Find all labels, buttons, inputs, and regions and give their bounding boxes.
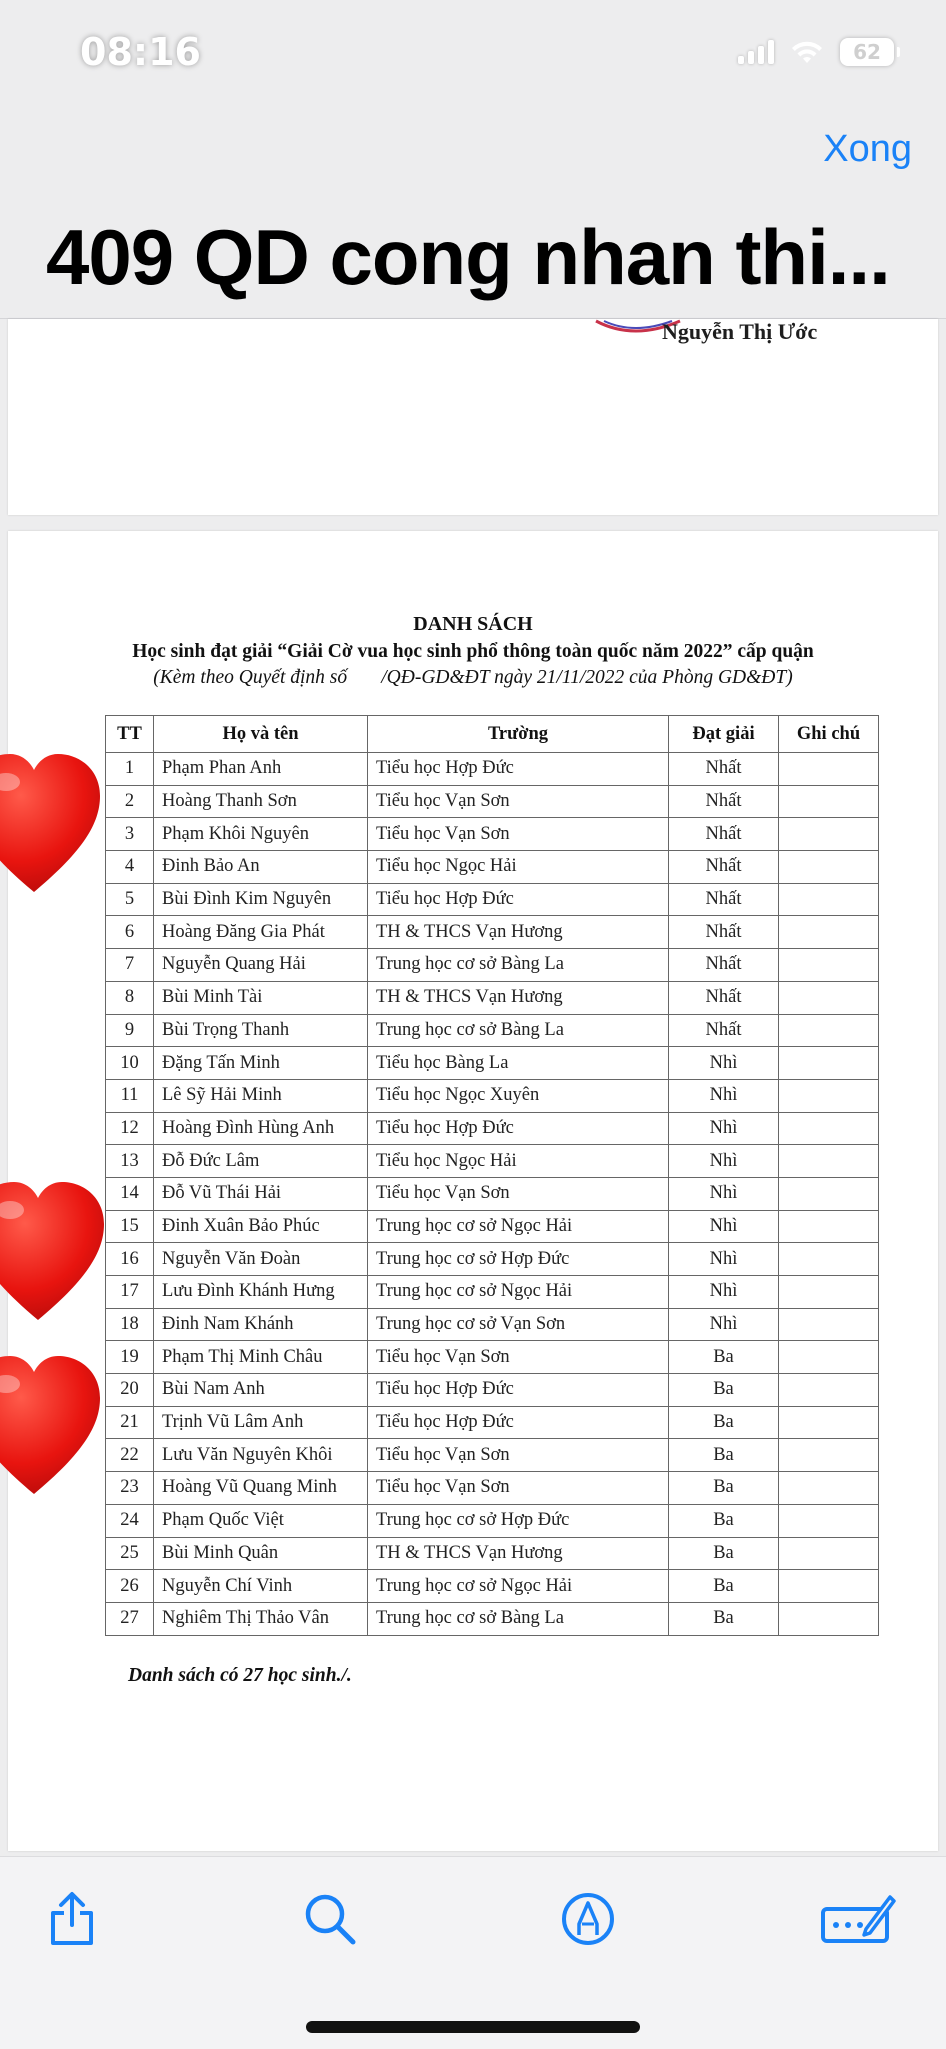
row-number: 6 xyxy=(106,916,154,949)
row-number: 16 xyxy=(106,1243,154,1276)
award-level: Nhì xyxy=(669,1308,779,1341)
status-bar xyxy=(0,0,946,100)
award-level: Ba xyxy=(669,1374,779,1407)
school-name: Tiểu học Hợp Đức xyxy=(368,753,669,786)
row-number: 19 xyxy=(106,1341,154,1374)
award-level: Ba xyxy=(669,1406,779,1439)
student-name: Đinh Xuân Bảo Phúc xyxy=(154,1210,368,1243)
heart-icon xyxy=(0,752,102,898)
student-name: Đinh Bảo An xyxy=(154,851,368,884)
table-row xyxy=(106,1145,879,1178)
note-cell xyxy=(779,916,879,949)
home-indicator[interactable] xyxy=(306,2021,640,2033)
row-number: 14 xyxy=(106,1177,154,1210)
school-name: Trung học cơ sở Bàng La xyxy=(368,949,669,982)
table-row xyxy=(106,1504,879,1537)
student-name: Hoàng Thanh Sơn xyxy=(154,785,368,818)
note-cell xyxy=(779,1210,879,1243)
table-row xyxy=(106,1112,879,1145)
student-name: Phạm Quốc Việt xyxy=(154,1504,368,1537)
table-row xyxy=(106,1079,879,1112)
award-level: Nhì xyxy=(669,1276,779,1309)
row-number: 15 xyxy=(106,1210,154,1243)
school-name: Tiểu học Vạn Sơn xyxy=(368,1177,669,1210)
table-row xyxy=(106,1341,879,1374)
note-cell xyxy=(779,1504,879,1537)
note-cell xyxy=(779,1014,879,1047)
battery-icon xyxy=(840,38,894,66)
school-name: Tiểu học Hợp Đức xyxy=(368,883,669,916)
note-cell xyxy=(779,1112,879,1145)
student-name: Đỗ Đức Lâm xyxy=(154,1145,368,1178)
student-name: Bùi Nam Anh xyxy=(154,1374,368,1407)
student-name: Lưu Đình Khánh Hưng xyxy=(154,1276,368,1309)
share-button[interactable] xyxy=(40,1887,104,1951)
student-name: Phạm Phan Anh xyxy=(154,753,368,786)
row-number: 2 xyxy=(106,785,154,818)
table-row xyxy=(106,883,879,916)
row-number: 26 xyxy=(106,1570,154,1603)
status-time: 08:16 xyxy=(80,30,201,74)
school-name: Tiểu học Vạn Sơn xyxy=(368,818,669,851)
row-number: 10 xyxy=(106,1047,154,1080)
award-level: Ba xyxy=(669,1341,779,1374)
table-row xyxy=(106,851,879,884)
student-name: Nghiêm Thị Thảo Vân xyxy=(154,1602,368,1635)
row-number: 18 xyxy=(106,1308,154,1341)
table-row xyxy=(106,1014,879,1047)
table-row xyxy=(106,1472,879,1505)
list-subtitle: Học sinh đạt giải “Giải Cờ vua học sinh phổ thông toàn quốc năm 2022” cấp quận xyxy=(132,641,814,662)
award-level: Nhất xyxy=(669,883,779,916)
row-number: 8 xyxy=(106,981,154,1014)
award-level: Nhất xyxy=(669,916,779,949)
row-number: 11 xyxy=(106,1079,154,1112)
note-cell xyxy=(779,1374,879,1407)
row-number: 9 xyxy=(106,1014,154,1047)
row-number: 24 xyxy=(106,1504,154,1537)
award-level: Nhất xyxy=(669,785,779,818)
school-name: Tiểu học Hợp Đức xyxy=(368,1406,669,1439)
column-header: Ghi chú xyxy=(779,716,879,753)
award-level: Nhất xyxy=(669,1014,779,1047)
note-cell xyxy=(779,785,879,818)
school-name: Trung học cơ sở Ngọc Hải xyxy=(368,1570,669,1603)
column-header: Họ và tên xyxy=(154,716,368,753)
student-name: Đinh Nam Khánh xyxy=(154,1308,368,1341)
row-number: 4 xyxy=(106,851,154,884)
list-note: (Kèm theo Quyết định số /QĐ-GD&ĐT ngày 21/11/2022 của Phòng GD&ĐT) xyxy=(153,667,793,688)
student-name: Nguyễn Văn Đoàn xyxy=(154,1243,368,1276)
student-name: Lưu Văn Nguyên Khôi xyxy=(154,1439,368,1472)
award-level: Nhì xyxy=(669,1079,779,1112)
table-header-row xyxy=(106,716,879,753)
done-button[interactable]: Xong xyxy=(823,128,912,170)
note-cell xyxy=(779,949,879,982)
award-level: Ba xyxy=(669,1570,779,1603)
signature-name: Nguyễn Thị Ước xyxy=(662,319,818,344)
table-row xyxy=(106,1276,879,1309)
table-row xyxy=(106,1439,879,1472)
student-name: Hoàng Đình Hùng Anh xyxy=(154,1112,368,1145)
student-name: Bùi Minh Quân xyxy=(154,1537,368,1570)
column-header: Đạt giải xyxy=(669,716,779,753)
student-name: Hoàng Vũ Quang Minh xyxy=(154,1472,368,1505)
pdf-page-previous[interactable] xyxy=(8,319,938,515)
row-number: 3 xyxy=(106,818,154,851)
award-level: Nhì xyxy=(669,1145,779,1178)
table-row xyxy=(106,1537,879,1570)
student-name: Đỗ Vũ Thái Hải xyxy=(154,1177,368,1210)
heart-icon xyxy=(0,1354,102,1500)
school-name: TH & THCS Vạn Hương xyxy=(368,916,669,949)
note-cell xyxy=(779,1406,879,1439)
row-number: 7 xyxy=(106,949,154,982)
share-icon xyxy=(47,1891,97,1947)
pdf-page-current[interactable] xyxy=(8,531,938,1851)
document-title: 409 QD cong nhan thi... xyxy=(46,213,890,301)
school-name: Tiểu học Vạn Sơn xyxy=(368,1439,669,1472)
column-header: Trường xyxy=(368,716,669,753)
edit-icon xyxy=(820,1891,896,1947)
row-number: 27 xyxy=(106,1602,154,1635)
note-cell xyxy=(779,1079,879,1112)
school-name: Tiểu học Hợp Đức xyxy=(368,1112,669,1145)
cellular-signal-icon xyxy=(738,40,774,64)
table-row xyxy=(106,1602,879,1635)
row-number: 20 xyxy=(106,1374,154,1407)
note-cell xyxy=(779,1602,879,1635)
column-header: TT xyxy=(106,716,154,753)
search-icon xyxy=(302,1891,358,1947)
school-name: Tiểu học Vạn Sơn xyxy=(368,1341,669,1374)
award-level: Nhất xyxy=(669,818,779,851)
row-number: 13 xyxy=(106,1145,154,1178)
list-footer: Danh sách có 27 học sinh./. xyxy=(128,1665,352,1686)
table-row xyxy=(106,785,879,818)
note-cell xyxy=(779,1145,879,1178)
note-cell xyxy=(779,1570,879,1603)
search-button[interactable] xyxy=(298,1887,362,1951)
note-cell xyxy=(779,753,879,786)
note-cell xyxy=(779,1276,879,1309)
note-cell xyxy=(779,1537,879,1570)
status-indicators xyxy=(738,34,894,70)
list-heading: DANH SÁCH xyxy=(413,613,533,635)
award-level: Nhì xyxy=(669,1210,779,1243)
student-name: Đặng Tấn Minh xyxy=(154,1047,368,1080)
award-level: Ba xyxy=(669,1504,779,1537)
note-cell xyxy=(779,818,879,851)
markup-button[interactable] xyxy=(556,1887,620,1951)
row-number: 12 xyxy=(106,1112,154,1145)
school-name: Trung học cơ sở Bàng La xyxy=(368,1014,669,1047)
row-number: 22 xyxy=(106,1439,154,1472)
table-row xyxy=(106,981,879,1014)
table-row xyxy=(106,818,879,851)
table-row xyxy=(106,1047,879,1080)
results-table xyxy=(105,715,879,1636)
school-name: Tiểu học Ngọc Hải xyxy=(368,1145,669,1178)
table-row xyxy=(106,1210,879,1243)
school-name: Tiểu học Vạn Sơn xyxy=(368,785,669,818)
student-name: Lê Sỹ Hải Minh xyxy=(154,1079,368,1112)
student-name: Bùi Đình Kim Nguyên xyxy=(154,883,368,916)
note-cell xyxy=(779,1243,879,1276)
school-name: Tiểu học Bàng La xyxy=(368,1047,669,1080)
student-name: Nguyễn Chí Vinh xyxy=(154,1570,368,1603)
markup-icon xyxy=(560,1891,616,1947)
student-name: Hoàng Đăng Gia Phát xyxy=(154,916,368,949)
award-level: Ba xyxy=(669,1537,779,1570)
note-cell xyxy=(779,1308,879,1341)
school-name: Trung học cơ sở Hợp Đức xyxy=(368,1504,669,1537)
table-row xyxy=(106,1308,879,1341)
award-level: Nhất xyxy=(669,949,779,982)
award-level: Ba xyxy=(669,1472,779,1505)
row-number: 1 xyxy=(106,753,154,786)
bottom-toolbar xyxy=(0,1856,946,2049)
student-name: Bùi Minh Tài xyxy=(154,981,368,1014)
school-name: Trung học cơ sở Vạn Sơn xyxy=(368,1308,669,1341)
school-name: Trung học cơ sở Ngọc Hải xyxy=(368,1210,669,1243)
school-name: TH & THCS Vạn Hương xyxy=(368,1537,669,1570)
student-name: Phạm Khôi Nguyên xyxy=(154,818,368,851)
note-cell xyxy=(779,883,879,916)
table-row xyxy=(106,753,879,786)
school-name: Trung học cơ sở Ngọc Hải xyxy=(368,1276,669,1309)
table-row xyxy=(106,916,879,949)
row-number: 5 xyxy=(106,883,154,916)
school-name: Tiểu học Ngọc Xuyên xyxy=(368,1079,669,1112)
award-level: Nhất xyxy=(669,981,779,1014)
student-name: Trịnh Vũ Lâm Anh xyxy=(154,1406,368,1439)
note-cell xyxy=(779,851,879,884)
table-row xyxy=(106,949,879,982)
award-level: Nhì xyxy=(669,1047,779,1080)
row-number: 21 xyxy=(106,1406,154,1439)
note-cell xyxy=(779,1177,879,1210)
award-level: Nhất xyxy=(669,753,779,786)
table-row xyxy=(106,1177,879,1210)
school-name: Trung học cơ sở Hợp Đức xyxy=(368,1243,669,1276)
school-name: TH & THCS Vạn Hương xyxy=(368,981,669,1014)
school-name: Tiểu học Vạn Sơn xyxy=(368,1472,669,1505)
table-row xyxy=(106,1243,879,1276)
edit-button[interactable] xyxy=(818,1887,898,1951)
table-row xyxy=(106,1406,879,1439)
student-name: Phạm Thị Minh Châu xyxy=(154,1341,368,1374)
note-cell xyxy=(779,1047,879,1080)
note-cell xyxy=(779,981,879,1014)
student-name: Nguyễn Quang Hải xyxy=(154,949,368,982)
student-name: Bùi Trọng Thanh xyxy=(154,1014,368,1047)
heart-icon xyxy=(0,1180,106,1326)
school-name: Trung học cơ sở Bàng La xyxy=(368,1602,669,1635)
row-number: 25 xyxy=(106,1537,154,1570)
award-level: Ba xyxy=(669,1602,779,1635)
wifi-icon xyxy=(790,39,824,65)
award-level: Nhì xyxy=(669,1243,779,1276)
row-number: 23 xyxy=(106,1472,154,1505)
table-row xyxy=(106,1570,879,1603)
award-level: Nhì xyxy=(669,1112,779,1145)
award-level: Nhì xyxy=(669,1177,779,1210)
note-cell xyxy=(779,1439,879,1472)
note-cell xyxy=(779,1341,879,1374)
school-name: Tiểu học Ngọc Hải xyxy=(368,851,669,884)
row-number: 17 xyxy=(106,1276,154,1309)
battery-level: 62 xyxy=(853,40,881,64)
school-name: Tiểu học Hợp Đức xyxy=(368,1374,669,1407)
note-cell xyxy=(779,1472,879,1505)
award-level: Ba xyxy=(669,1439,779,1472)
award-level: Nhất xyxy=(669,851,779,884)
table-row xyxy=(106,1374,879,1407)
